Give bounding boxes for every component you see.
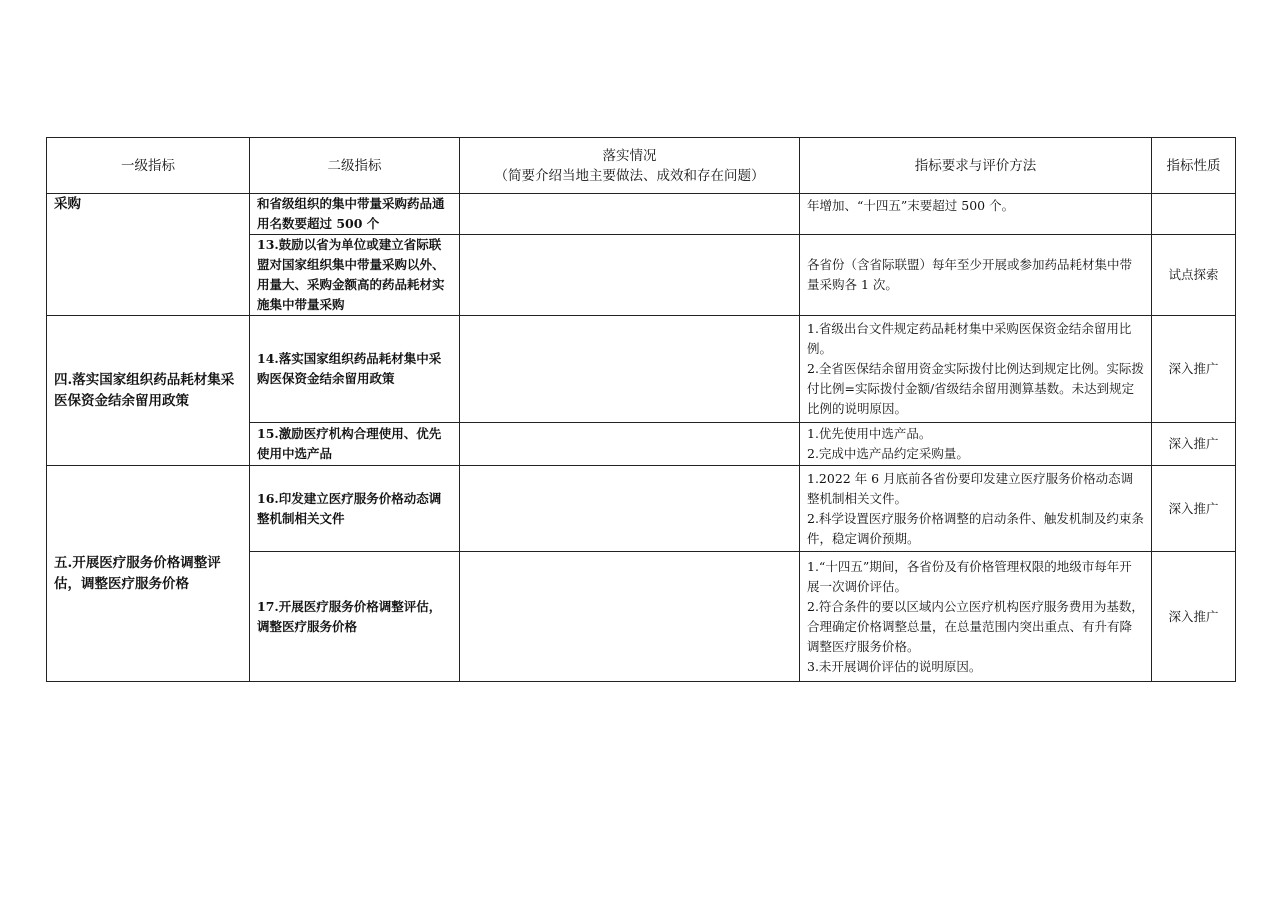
implementation-cell	[460, 552, 800, 682]
requirement-item: 2.完成中选产品约定采购量。	[807, 446, 969, 461]
implementation-cell	[460, 423, 800, 466]
requirement-item: 1.省级出台文件规定药品耗材集中采购医保资金结余留用比例。	[807, 321, 1132, 356]
nature-cell: 深入推广	[1152, 316, 1236, 423]
level2-cell: 14.落实国家组织药品耗材集中采购医保资金结余留用政策	[250, 316, 460, 423]
implementation-cell	[460, 194, 800, 235]
indicator-sheet	[46, 137, 1235, 682]
requirement-item: 1.优先使用中选产品。	[807, 426, 932, 441]
requirement-cell	[800, 423, 1152, 466]
level2-cell: 和省级组织的集中带量采购药品通用名数要超过 500 个	[250, 194, 460, 235]
requirement-item: 2.科学设置医疗服务价格调整的启动条件、触发机制及约束条件，稳定调价预期。	[807, 510, 1144, 546]
header-implementation	[460, 138, 800, 194]
nature-cell	[1152, 194, 1236, 235]
header-level1: 一级指标	[47, 138, 250, 194]
table-row	[47, 466, 1236, 552]
table-row	[47, 316, 1236, 423]
header-level2: 二级指标	[250, 138, 460, 194]
level2-cell: 17.开展医疗服务价格调整评估，调整医疗服务价格	[250, 552, 460, 682]
implementation-cell	[460, 316, 800, 423]
table-row	[47, 194, 1236, 235]
header-implementation-title: 落实情况	[602, 147, 657, 164]
nature-cell: 深入推广	[1152, 423, 1236, 466]
implementation-cell	[460, 466, 800, 552]
header-implementation-note: （简要介绍当地主要做法、成效和存在问题）	[494, 167, 765, 184]
header-row	[47, 138, 1236, 194]
requirement-cell	[800, 316, 1152, 423]
requirement-item: 2.全省医保结余留用资金实际拨付比例达到规定比例。实际拨付比例=实际拨付金额/省级结余留用测算基数。未达到规定比例的说明原因。	[807, 361, 1144, 416]
indicator-table	[46, 137, 1236, 682]
nature-cell: 深入推广	[1152, 466, 1236, 552]
header-nature: 指标性质	[1152, 138, 1236, 194]
nature-cell: 试点探索	[1152, 235, 1236, 316]
level1-cell: 采购	[47, 194, 250, 316]
level1-cell: 五.开展医疗服务价格调整评估，调整医疗服务价格	[47, 466, 250, 682]
level1-cell: 四.落实国家组织药品耗材集采医保资金结余留用政策	[47, 316, 250, 466]
requirement-item: 2.符合条件的要以区域内公立医疗机构医疗服务费用为基数，合理确定价格调整总量，在总量范围内突出重点、有升有降调整医疗服务价格。	[807, 598, 1144, 654]
requirement-item: 3.未开展调价评估的说明原因。	[807, 658, 982, 674]
requirement-cell: 年增加、“十四五”末要超过 500 个。	[800, 194, 1152, 235]
level2-cell: 16.印发建立医疗服务价格动态调整机制相关文件	[250, 466, 460, 552]
header-requirement: 指标要求与评价方法	[800, 138, 1152, 194]
requirement-cell: 各省份（含省际联盟）每年至少开展或参加药品耗材集中带量采购各 1 次。	[800, 235, 1152, 316]
implementation-cell	[460, 235, 800, 316]
nature-cell: 深入推广	[1152, 552, 1236, 682]
level2-cell: 13.鼓励以省为单位或建立省际联盟对国家组织集中带量采购以外、用量大、采购金额高的药品耗材实施集中带量采购	[250, 235, 460, 316]
requirement-cell	[800, 466, 1152, 552]
requirement-cell	[800, 552, 1152, 682]
requirement-item: 1.“十四五”期间，各省份及有价格管理权限的地级市每年开展一次调价评估。	[807, 558, 1132, 594]
level2-cell: 15.激励医疗机构合理使用、优先使用中选产品	[250, 423, 460, 466]
requirement-item: 1.2022 年 6 月底前各省份要印发建立医疗服务价格动态调整机制相关文件。	[807, 470, 1134, 506]
